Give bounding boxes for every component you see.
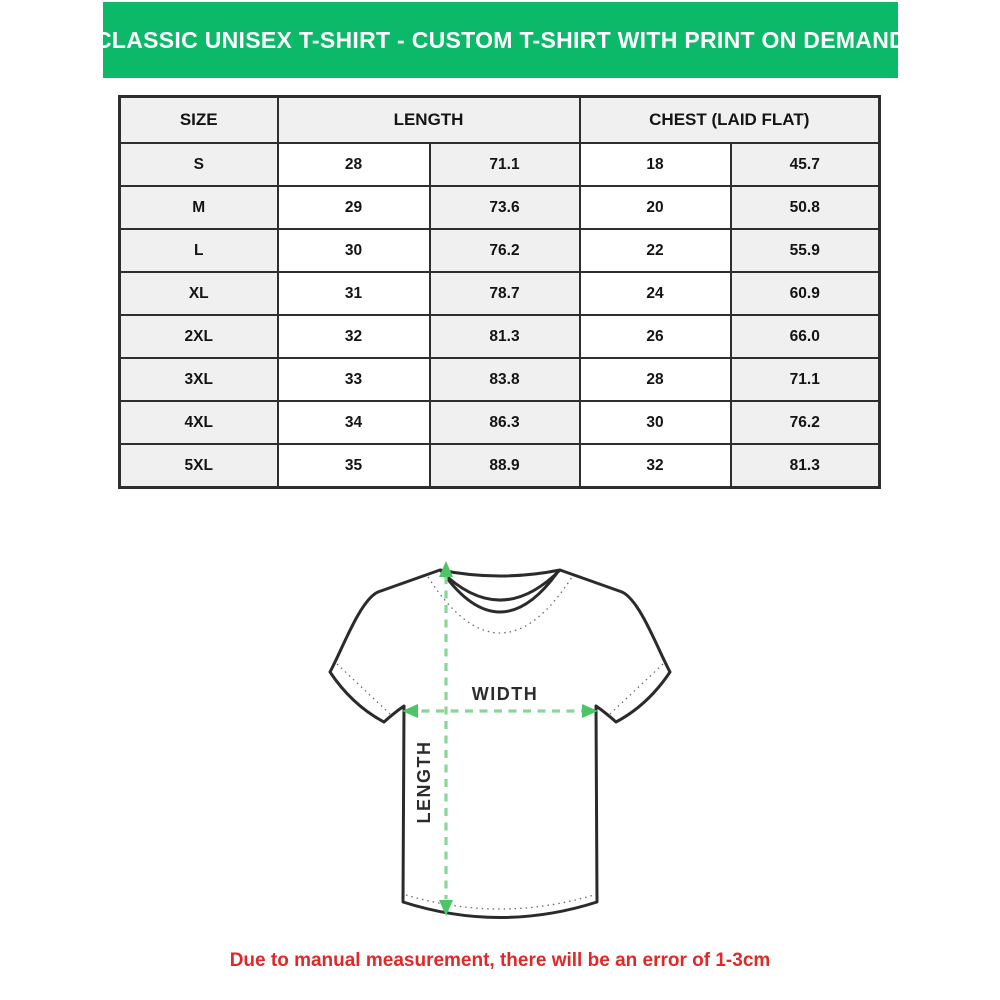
length-inches-cell: 35: [278, 444, 430, 488]
length-cm-cell: 71.1: [430, 143, 580, 186]
length-cm-cell: 88.9: [430, 444, 580, 488]
chest-cm-cell: 66.0: [731, 315, 880, 358]
table-header-row: [120, 97, 880, 144]
chest-inches-cell: 24: [580, 272, 731, 315]
column-header-chest: CHEST (LAID FLAT): [580, 97, 880, 144]
chest-inches-cell: 20: [580, 186, 731, 229]
table-row: [120, 358, 880, 401]
chest-inches-cell: 30: [580, 401, 731, 444]
chest-cm-cell: 71.1: [731, 358, 880, 401]
length-inches-cell: 34: [278, 401, 430, 444]
chest-inches-cell: 28: [580, 358, 731, 401]
chest-inches-cell: 22: [580, 229, 731, 272]
size-cell: L: [120, 229, 278, 272]
tshirt-illustration: [300, 545, 700, 945]
table-row: [120, 315, 880, 358]
size-cell: XL: [120, 272, 278, 315]
length-cm-cell: 78.7: [430, 272, 580, 315]
size-cell: 2XL: [120, 315, 278, 358]
length-cm-cell: 76.2: [430, 229, 580, 272]
length-inches-cell: 32: [278, 315, 430, 358]
tshirt-diagram: [300, 545, 700, 945]
chest-inches-cell: 26: [580, 315, 731, 358]
table-row: [120, 444, 880, 488]
length-label: LENGTH: [414, 740, 434, 824]
page-title: CLASSIC UNISEX T-SHIRT - CUSTOM T-SHIRT WITH PRINT ON DEMAND: [103, 2, 898, 78]
chest-cm-cell: 81.3: [731, 444, 880, 488]
chest-cm-cell: 55.9: [731, 229, 880, 272]
size-chart-table: [118, 95, 881, 489]
size-cell: M: [120, 186, 278, 229]
table-row: [120, 229, 880, 272]
size-cell: 5XL: [120, 444, 278, 488]
length-inches-cell: 31: [278, 272, 430, 315]
length-cm-cell: 81.3: [430, 315, 580, 358]
length-cm-cell: 86.3: [430, 401, 580, 444]
size-cell: 4XL: [120, 401, 278, 444]
length-cm-cell: 73.6: [430, 186, 580, 229]
length-inches-cell: 33: [278, 358, 430, 401]
measurement-disclaimer: Due to manual measurement, there will be an error of 1-3cm: [229, 950, 771, 971]
size-cell: S: [120, 143, 278, 186]
column-header-length: LENGTH: [278, 97, 580, 144]
chest-cm-cell: 45.7: [731, 143, 880, 186]
chest-inches-cell: 18: [580, 143, 731, 186]
tshirt-outline: [330, 570, 670, 918]
width-label: WIDTH: [471, 684, 539, 704]
chest-inches-cell: 32: [580, 444, 731, 488]
table-row: [120, 186, 880, 229]
chest-cm-cell: 60.9: [731, 272, 880, 315]
size-cell: 3XL: [120, 358, 278, 401]
chest-cm-cell: 50.8: [731, 186, 880, 229]
table-row: [120, 401, 880, 444]
table-row: [120, 272, 880, 315]
length-inches-cell: 28: [278, 143, 430, 186]
length-inches-cell: 30: [278, 229, 430, 272]
table-row: [120, 143, 880, 186]
chest-cm-cell: 76.2: [731, 401, 880, 444]
length-inches-cell: 29: [278, 186, 430, 229]
column-header-size: SIZE: [120, 97, 278, 144]
length-cm-cell: 83.8: [430, 358, 580, 401]
